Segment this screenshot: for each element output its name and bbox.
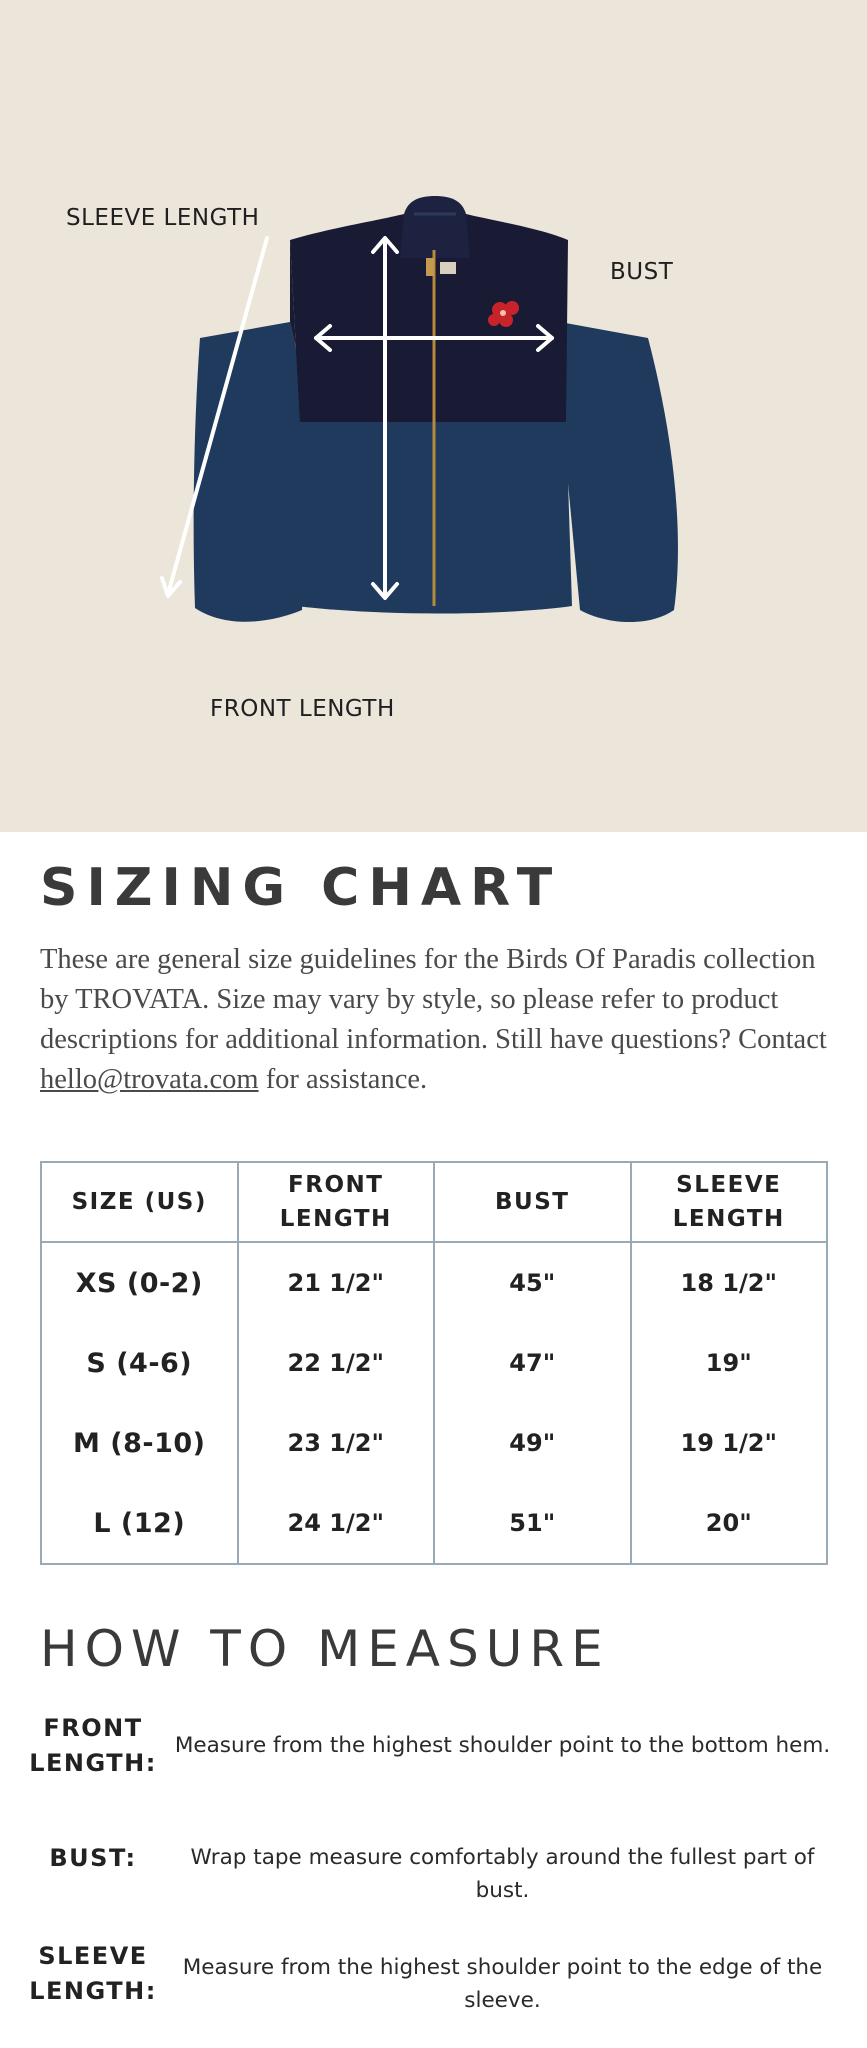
sleeve-length-cell: 20"	[631, 1483, 828, 1564]
product-image-panel	[0, 0, 867, 832]
table-row	[41, 1403, 827, 1483]
bust-cell: 49"	[434, 1403, 631, 1483]
bust-cell: 51"	[434, 1483, 631, 1564]
intro-paragraph	[40, 940, 840, 1100]
header-size: SIZE (US)	[41, 1162, 238, 1242]
jacket-left-sleeve	[194, 322, 312, 622]
bust-label: BUST	[610, 259, 674, 285]
header-front-length: FRONT LENGTH	[238, 1162, 435, 1242]
measure-desc-front-length: Measure from the highest shoulder point to the bottom hem.	[174, 1733, 831, 1758]
table-row	[41, 1242, 827, 1323]
measure-label-sleeve-length: SLEEVE LENGTH:	[29, 1942, 157, 2005]
bust-cell: 47"	[434, 1323, 631, 1403]
sleeve-length-cell: 19 1/2"	[631, 1403, 828, 1483]
intro-text: These are general size guidelines for the Birds Of Paradis collection by TROVATA. Size may vary by style, so please refer to product descriptions for additional information. Still have questions? Contact	[40, 944, 827, 1055]
sleeve-length-cell: 18 1/2"	[631, 1242, 828, 1323]
table-header-row	[41, 1162, 827, 1242]
front-length-cell: 21 1/2"	[238, 1242, 435, 1323]
size-cell: M (8-10)	[41, 1403, 238, 1483]
measure-label-bust: BUST:	[49, 1844, 137, 1872]
front-length-cell: 23 1/2"	[238, 1403, 435, 1483]
jacket-illustration	[0, 0, 867, 832]
bust-cell: 45"	[434, 1242, 631, 1323]
measure-desc-bust: Wrap tape measure comfortably around the fullest part of bust.	[190, 1845, 815, 1903]
size-cell: S (4-6)	[41, 1323, 238, 1403]
size-table	[40, 1161, 828, 1565]
table-row	[41, 1483, 827, 1564]
jacket-collar	[400, 196, 470, 258]
header-sleeve-length: SLEEVE LENGTH	[631, 1162, 828, 1242]
size-cell: XS (0-2)	[41, 1242, 238, 1323]
sizing-chart-title: SIZING CHART	[40, 858, 562, 918]
contact-email-link[interactable]: hello@trovata.com	[40, 1064, 259, 1095]
front-length-cell: 22 1/2"	[238, 1323, 435, 1403]
header-bust: BUST	[434, 1162, 631, 1242]
size-cell: L (12)	[41, 1483, 238, 1564]
how-to-measure-title: HOW TO MEASURE	[40, 1620, 610, 1678]
jacket-right-sleeve	[560, 322, 678, 622]
sleeve-length-label: SLEEVE LENGTH	[66, 205, 260, 231]
sleeve-length-cell: 19"	[631, 1323, 828, 1403]
measure-label-front-length: FRONT LENGTH:	[29, 1714, 157, 1777]
table-row	[41, 1323, 827, 1403]
front-length-cell: 24 1/2"	[238, 1483, 435, 1564]
intro-suffix: for assistance.	[258, 1064, 428, 1095]
front-length-label: FRONT LENGTH	[210, 696, 395, 722]
measure-desc-sleeve-length: Measure from the highest shoulder point to the edge of the sleeve.	[182, 1955, 823, 2013]
